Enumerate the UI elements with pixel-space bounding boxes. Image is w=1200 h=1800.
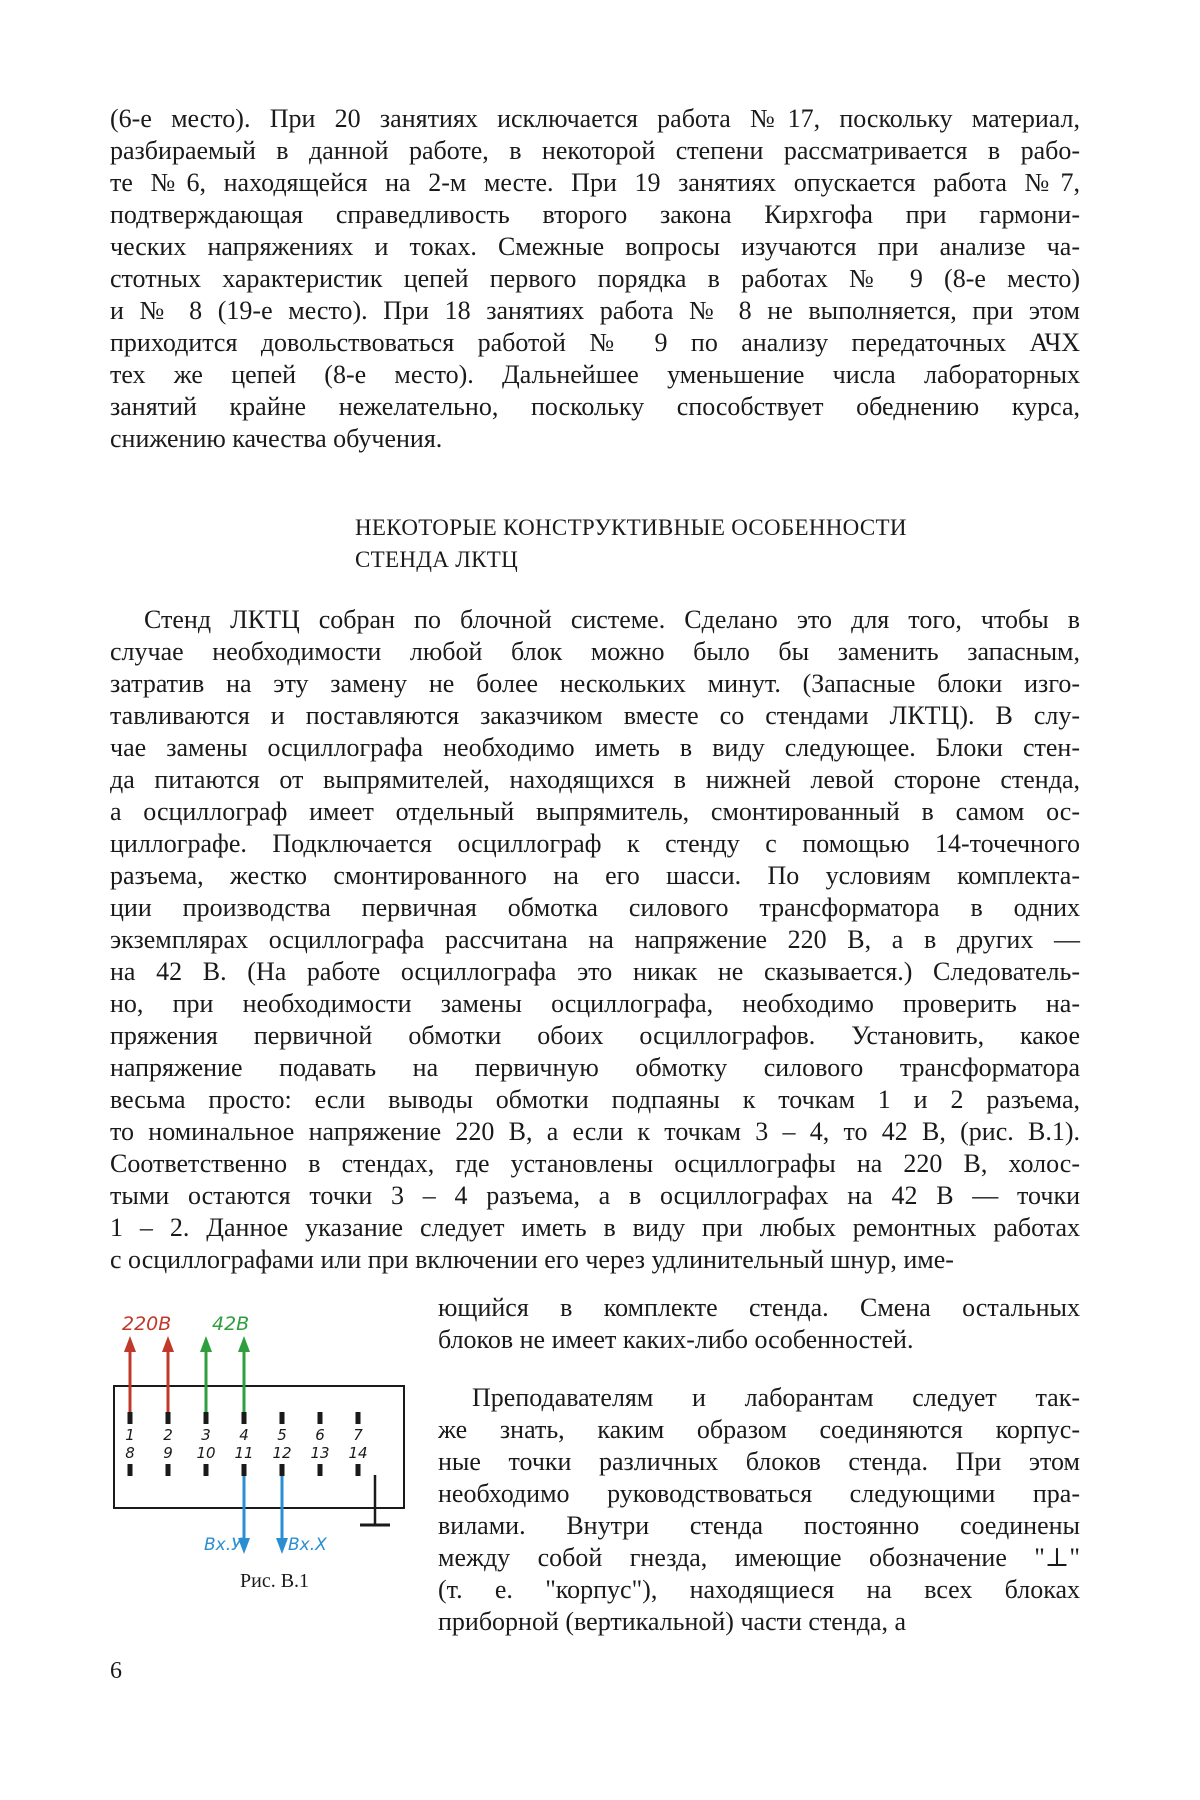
text-line: Соответственно в стендах, где установлены осциллографы на 220 В, холос-	[110, 1149, 1080, 1178]
text-line: случае необходимости любой блок можно было бы заменить запасным,	[110, 637, 1080, 666]
paragraph-stand-design	[110, 604, 1080, 1276]
text-line: с осциллографами или при включении его через удлинительный шнур, име-	[110, 1245, 954, 1274]
text-line: (6-е место). При 20 занятиях исключается работа №17, поскольку материал,	[110, 104, 1080, 133]
text-line: те №6, находящейся на 2-м месте. При 19 занятиях опускается работа №7,	[110, 168, 1080, 197]
pin-number: 11	[234, 1444, 254, 1462]
pin-number: 1	[125, 1426, 135, 1444]
pin-number: 9	[163, 1444, 173, 1462]
text-line: на 42 В. (На работе осциллографа это никак не сказывается.) Следователь-	[110, 957, 1080, 986]
text-line: весьма просто: если выводы обмотки подпаяны к точкам 1 и 2 разъема,	[110, 1085, 1080, 1114]
text-line: тавливаются и поставляются заказчиком вместе со стендами ЛКТЦ). В слу-	[110, 701, 1080, 730]
figure-caption: Рис. В.1	[240, 1570, 310, 1592]
text-line: Стенд ЛКТЦ собран по блочной системе. Сделано это для того, чтобы в	[144, 605, 1080, 634]
text-line: приборной (вертикальной) части стенда, а	[438, 1607, 907, 1636]
text-line: ные точки различных блоков стенда. При этом	[438, 1447, 1080, 1476]
text-line: напряжение подавать на первичную обмотку силового трансформатора	[110, 1053, 1080, 1082]
text-line: вилами. Внутри стенда постоянно соединены	[438, 1511, 1080, 1540]
text-line: чае замены осциллографа необходимо иметь в виду следующее. Блоки стен-	[110, 733, 1080, 762]
arrowhead-42v-pin3	[200, 1336, 212, 1352]
pin-number: 4	[239, 1426, 249, 1444]
text-line: а осциллограф имеет отдельный выпрямитель, смонтированный в самом ос-	[110, 797, 1080, 826]
pin-number: 12	[272, 1444, 292, 1462]
text-line: тыми остаются точки 3 – 4 разъема, а в осциллографах на 42 В — точки	[110, 1181, 1080, 1210]
text-line: да питаются от выпрямителей, находящихся в нижней левой стороне стенда,	[110, 765, 1080, 794]
section-heading	[355, 512, 907, 576]
pin-number: 7	[353, 1426, 363, 1444]
text-line: же знать, каким образом соединяются корпус-	[438, 1415, 1080, 1444]
pin-number: 6	[315, 1426, 325, 1444]
text-line: пряжения первичной обмотки обоих осциллографов. Установить, какое	[110, 1021, 1080, 1050]
pin-number: 13	[310, 1444, 330, 1462]
text-line: между собой гнезда, имеющие обозначение "⊥"	[438, 1543, 1080, 1572]
pin-ticks-bottom	[130, 1464, 358, 1476]
pin-numbers-bottom	[125, 1444, 367, 1462]
text-line: приходится довольствоваться работой № 9 по анализу передаточных АЧХ	[110, 328, 1080, 357]
label-220v: 220В	[122, 1313, 172, 1335]
text-line: ции производства первичная обмотка силового трансформатора в одних	[110, 893, 1080, 922]
text-line: (т. е. "корпус"), находящиеся на всех блоках	[438, 1575, 1080, 1604]
text-line: ющийся в комплекте стенда. Смена остальных	[438, 1293, 1080, 1322]
heading-line-2: СТЕНДА ЛКТЦ	[355, 547, 518, 572]
text-line: тех же цепей (8-е место). Дальнейшее уменьшение числа лабораторных	[110, 360, 1080, 389]
label-42v: 42В	[212, 1313, 250, 1335]
text-line: циллографе. Подключается осциллограф к стенду с помощью 14-точечного	[110, 829, 1080, 858]
text-line: стотных характеристик цепей первого порядка в работах № 9 (8-е место)	[110, 264, 1080, 293]
text-line: но, при необходимости замены осциллографа, необходимо проверить на-	[110, 989, 1080, 1018]
text-line: снижению качества обучения.	[110, 424, 443, 453]
text-line: то номинальное напряжение 220 В, а если к точкам 3 – 4, то 42 В, (рис. В.1).	[110, 1117, 1080, 1146]
pin-number: 3	[201, 1426, 211, 1444]
page-number: 6	[110, 1658, 122, 1684]
text-line: 1 – 2. Данное указание следует иметь в виду при любых ремонтных работах	[110, 1213, 1080, 1242]
paragraph-grounding	[438, 1382, 1080, 1638]
label-input-x: Вх.Х	[288, 1535, 327, 1555]
pin-number: 14	[348, 1444, 368, 1462]
arrowhead-220v-pin2	[162, 1336, 174, 1352]
pin-ticks-top	[130, 1412, 358, 1424]
text-line: занятий крайне нежелательно, поскольку способствует обеднению курса,	[110, 392, 1080, 421]
arrowhead-42v-pin4	[238, 1336, 250, 1352]
text-line: затратив на эту замену не более нескольких минут. (Запасные блоки изго-	[110, 669, 1080, 698]
arrowhead-input-x	[276, 1538, 288, 1554]
paragraph-continuation	[438, 1292, 1080, 1356]
pin-numbers-top	[125, 1426, 363, 1444]
text-line: подтверждающая справедливость второго закона Кирхгофа при гармони-	[110, 200, 1080, 229]
text-line: экземплярах осциллографа рассчитана на напряжение 220 В, а в других —	[110, 925, 1080, 954]
text-line: разъема, жестко смонтированного на его шасси. По условиям комплекта-	[110, 861, 1080, 890]
text-line: разбираемый в данной работе, в некоторой степени рассматривается в рабо-	[110, 136, 1080, 165]
text-line: Преподавателям и лаборантам следует так-	[472, 1383, 1080, 1412]
pin-number: 8	[125, 1444, 135, 1462]
text-line: ческих напряжениях и токах. Смежные вопросы изучаются при анализе ча-	[110, 232, 1080, 261]
paragraph-intro	[110, 103, 1080, 455]
pin-number: 10	[196, 1444, 216, 1462]
arrowhead-220v-pin1	[124, 1336, 136, 1352]
pin-number: 5	[277, 1426, 287, 1444]
text-line: блоков не имеет каких-либо особенностей.	[438, 1325, 914, 1354]
label-input-y: Вх.У	[204, 1535, 242, 1555]
connector-diagram	[108, 1310, 408, 1560]
pin-number: 2	[163, 1426, 173, 1444]
text-line: необходимо руководствоваться следующими пра-	[438, 1479, 1080, 1508]
text-line: и № 8 (19-е место). При 18 занятиях работа № 8 не выполняется, при этом	[110, 296, 1080, 325]
heading-line-1: НЕКОТОРЫЕ КОНСТРУКТИВНЫЕ ОСОБЕННОСТИ	[355, 515, 907, 540]
